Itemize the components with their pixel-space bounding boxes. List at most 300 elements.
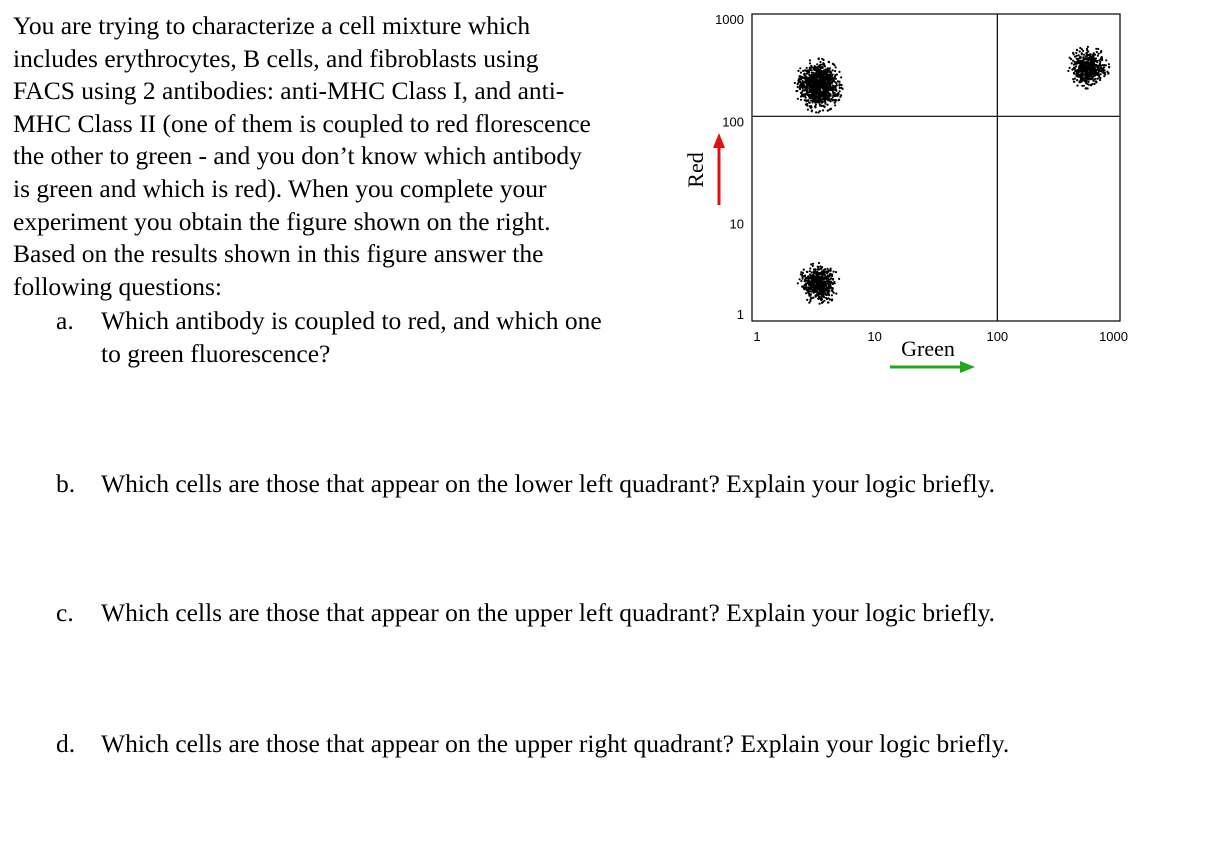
data-point — [829, 86, 831, 88]
data-point — [803, 89, 805, 91]
data-point — [1105, 59, 1107, 61]
intro-line: the other to green - and you don’t know which antibody — [13, 141, 582, 171]
data-point — [835, 99, 837, 101]
data-point — [1080, 62, 1082, 64]
facs-plot — [675, 0, 1145, 390]
x-axis-label: Green — [901, 336, 955, 361]
data-point — [816, 271, 818, 273]
data-point — [818, 262, 820, 264]
data-point — [838, 93, 840, 95]
data-point — [1079, 50, 1081, 52]
data-point — [823, 69, 825, 71]
data-point — [1085, 82, 1087, 84]
data-point — [819, 276, 821, 278]
data-point — [1086, 58, 1088, 60]
data-point — [1070, 58, 1072, 60]
data-point — [833, 282, 835, 284]
data-point — [827, 301, 829, 303]
data-point — [1100, 73, 1102, 75]
data-point — [1098, 75, 1100, 77]
data-point — [813, 286, 815, 288]
data-point — [829, 98, 831, 100]
data-point — [832, 279, 834, 281]
data-point — [1083, 69, 1085, 71]
data-point — [814, 91, 816, 93]
data-point — [805, 97, 807, 99]
data-point — [821, 281, 823, 283]
data-point — [815, 104, 817, 106]
data-point — [1083, 56, 1085, 58]
data-point — [1085, 77, 1087, 79]
data-point — [806, 67, 808, 69]
data-point — [805, 286, 807, 288]
data-point — [826, 104, 828, 106]
data-point — [829, 67, 831, 69]
data-point — [811, 297, 813, 299]
data-point — [831, 273, 833, 275]
data-point — [803, 73, 805, 75]
data-point — [810, 107, 812, 109]
data-point — [838, 71, 840, 73]
cell-cluster-lower-left — [797, 262, 841, 305]
data-point — [823, 296, 825, 298]
data-point — [1098, 53, 1100, 55]
data-point — [820, 291, 822, 293]
question-a-text — [101, 305, 602, 370]
data-point — [807, 109, 809, 111]
data-point — [829, 278, 831, 280]
data-point — [810, 95, 812, 97]
data-point — [797, 70, 799, 72]
intro-line: following questions: — [13, 271, 222, 301]
data-point — [823, 92, 825, 94]
data-point — [805, 89, 807, 91]
data-point — [799, 278, 801, 280]
data-point — [829, 298, 831, 300]
data-point — [824, 78, 826, 80]
data-point — [827, 92, 829, 94]
data-point — [811, 275, 813, 277]
data-point — [797, 83, 799, 85]
data-point — [1098, 70, 1100, 72]
data-point — [811, 109, 813, 111]
data-point — [820, 79, 822, 81]
data-point — [832, 96, 834, 98]
data-point — [813, 289, 815, 291]
data-point — [1077, 62, 1079, 64]
x-tick-label: 10 — [867, 329, 882, 344]
data-point — [1075, 65, 1077, 67]
data-point — [825, 297, 827, 299]
data-point — [818, 65, 820, 67]
data-point — [809, 102, 811, 104]
intro-line: MHC Class II (one of them is coupled to red florescence — [13, 108, 591, 138]
question-a-line: to green fluorescence? — [101, 338, 331, 368]
data-point — [806, 73, 808, 75]
data-point — [831, 294, 833, 296]
data-point — [1095, 48, 1097, 50]
data-point — [826, 277, 828, 279]
data-point — [1082, 62, 1084, 64]
data-point — [1076, 79, 1078, 81]
data-point — [816, 291, 818, 293]
data-point — [815, 111, 817, 113]
data-point — [1074, 78, 1076, 80]
data-point — [819, 61, 821, 63]
y-tick-label: 1000 — [715, 12, 744, 27]
data-point — [820, 272, 822, 274]
data-point — [842, 88, 844, 90]
data-point — [804, 93, 806, 95]
data-point — [818, 287, 820, 289]
data-point — [1093, 83, 1095, 85]
data-point — [1085, 87, 1087, 89]
data-point — [838, 99, 840, 101]
data-point — [1095, 78, 1097, 80]
data-point — [809, 59, 811, 61]
data-point — [1100, 67, 1102, 69]
intro-line: Based on the results shown in this figure answer the — [13, 239, 544, 269]
data-point — [819, 285, 821, 287]
data-point — [809, 290, 811, 292]
data-point — [1081, 53, 1083, 55]
data-point — [832, 290, 834, 292]
data-point — [1101, 71, 1103, 73]
data-point — [821, 70, 823, 72]
data-point — [834, 104, 836, 106]
data-point — [807, 277, 809, 279]
data-point — [805, 75, 807, 77]
data-point — [826, 84, 828, 86]
data-point — [835, 293, 837, 295]
data-point — [804, 279, 806, 281]
data-point — [829, 82, 831, 84]
data-point — [835, 271, 837, 273]
data-point — [809, 68, 811, 70]
data-point — [796, 90, 798, 92]
data-point — [819, 303, 821, 305]
data-point — [1082, 66, 1084, 68]
intro-line: FACS using 2 antibodies: anti-MHC Class I, and anti- — [13, 76, 565, 106]
data-point — [814, 79, 816, 81]
data-point — [818, 97, 820, 99]
data-point — [1098, 59, 1100, 61]
data-point — [1086, 51, 1088, 53]
data-point — [1108, 63, 1110, 65]
data-point — [824, 277, 826, 279]
data-point — [832, 92, 834, 94]
data-point — [812, 74, 814, 76]
data-point — [807, 92, 809, 94]
data-point — [824, 82, 826, 84]
data-point — [825, 288, 827, 290]
data-point — [829, 108, 831, 110]
data-point — [809, 62, 811, 64]
data-point — [834, 81, 836, 83]
data-point — [1092, 62, 1094, 64]
data-point — [818, 71, 820, 73]
data-point — [825, 95, 827, 97]
cell-cluster-upper-left — [794, 57, 844, 113]
data-point — [800, 72, 802, 74]
data-point — [827, 86, 829, 88]
data-point — [1073, 81, 1075, 83]
tick-labels — [715, 12, 1128, 344]
data-point — [821, 283, 823, 285]
data-point — [800, 271, 802, 273]
data-point — [1094, 73, 1096, 75]
data-point — [1097, 67, 1099, 69]
data-point — [806, 103, 808, 105]
data-point — [816, 283, 818, 285]
data-point — [1091, 83, 1093, 85]
x-tick-label: 1 — [753, 329, 761, 344]
y-tick-label: 100 — [722, 114, 744, 130]
data-point — [815, 89, 817, 91]
data-point — [1100, 57, 1102, 59]
data-point — [1103, 66, 1105, 68]
data-point — [1094, 54, 1096, 56]
data-point — [830, 269, 832, 271]
data-point — [1096, 51, 1098, 53]
question-a-line: Which antibody is coupled to red, and which one — [101, 306, 602, 335]
intro-line: experiment you obtain the figure shown on the right. — [13, 206, 551, 236]
data-point — [813, 67, 815, 69]
plot-frame — [752, 14, 1120, 321]
data-point — [817, 91, 819, 93]
data-point — [810, 288, 812, 290]
data-point — [797, 79, 799, 81]
data-point — [800, 76, 802, 78]
data-point — [829, 93, 831, 95]
data-point — [1074, 56, 1076, 58]
data-point — [827, 293, 829, 295]
data-point — [1086, 74, 1088, 76]
data-point — [1108, 66, 1110, 68]
data-point — [1092, 54, 1094, 56]
data-point — [806, 271, 808, 273]
data-point — [820, 86, 822, 88]
data-point — [1076, 58, 1078, 60]
data-point — [827, 290, 829, 292]
data-point — [811, 279, 813, 281]
data-point — [839, 96, 841, 98]
data-point — [813, 277, 815, 279]
data-point — [837, 80, 839, 82]
x-tick-label: 100 — [986, 329, 1009, 344]
data-point — [815, 85, 817, 87]
data-point — [804, 275, 806, 277]
data-point — [1090, 72, 1092, 74]
data-point — [799, 67, 801, 69]
data-point — [1072, 68, 1074, 70]
data-point — [805, 70, 807, 72]
data-point — [824, 274, 826, 276]
data-point — [1073, 72, 1075, 74]
data-point — [827, 89, 829, 91]
data-point — [1092, 74, 1094, 76]
data-point — [1091, 78, 1093, 80]
data-point — [1087, 81, 1089, 83]
data-point — [797, 86, 799, 88]
data-point — [808, 74, 810, 76]
data-point — [827, 96, 829, 98]
data-point — [1079, 47, 1081, 49]
data-point — [822, 105, 824, 107]
data-point — [1104, 69, 1106, 71]
data-point — [811, 271, 813, 273]
data-point — [1073, 64, 1075, 66]
data-point — [808, 78, 810, 80]
data-point — [809, 84, 811, 86]
intro-line: You are trying to characterize a cell mixture which — [13, 11, 531, 40]
data-point — [838, 85, 840, 87]
data-point — [1094, 67, 1096, 69]
data-point — [1097, 48, 1099, 50]
data-point — [813, 88, 815, 90]
question-b-text: Which cells are those that appear on the lower left quadrant? Explain your logic briefly. — [101, 469, 996, 498]
data-point — [820, 84, 822, 86]
data-point — [1071, 62, 1073, 64]
data-point — [1085, 71, 1087, 73]
data-point — [805, 99, 807, 101]
data-point — [832, 84, 834, 86]
data-point — [1079, 67, 1081, 69]
data-point — [826, 272, 828, 274]
points-layer — [794, 46, 1111, 305]
y-tick-label: 1 — [736, 307, 744, 322]
data-point — [1079, 71, 1081, 73]
data-point — [1092, 80, 1094, 82]
data-point — [829, 79, 831, 81]
data-point — [823, 63, 825, 65]
data-point — [819, 76, 821, 78]
data-point — [829, 287, 831, 289]
data-point — [806, 84, 808, 86]
data-point — [826, 73, 828, 75]
data-point — [823, 283, 825, 285]
data-point — [810, 99, 812, 101]
data-point — [1083, 54, 1085, 56]
data-point — [803, 288, 805, 290]
data-point — [832, 69, 834, 71]
data-point — [818, 57, 820, 59]
data-point — [1096, 61, 1098, 63]
data-point — [835, 90, 837, 92]
data-point — [815, 280, 817, 282]
data-point — [802, 70, 804, 72]
data-point — [834, 95, 836, 97]
data-point — [820, 73, 822, 75]
data-point — [822, 97, 824, 99]
data-point — [818, 95, 820, 97]
data-point — [821, 297, 823, 299]
data-point — [1073, 53, 1075, 55]
intro-line: includes erythrocytes, B cells, and fibroblasts using — [13, 43, 539, 73]
data-point — [1076, 71, 1078, 73]
data-point — [817, 298, 819, 300]
data-point — [1089, 65, 1091, 67]
data-point — [812, 263, 814, 265]
data-point — [817, 266, 819, 268]
data-point — [807, 288, 809, 290]
data-point — [835, 66, 837, 68]
data-point — [838, 278, 840, 280]
data-point — [829, 73, 831, 75]
data-point — [808, 302, 810, 304]
data-point — [834, 70, 836, 72]
data-point — [805, 80, 807, 82]
data-point — [812, 283, 814, 285]
data-point — [808, 96, 810, 98]
data-point — [802, 285, 804, 287]
data-point — [800, 82, 802, 84]
x-tick-label: 1000 — [1099, 329, 1128, 344]
data-point — [840, 76, 842, 78]
y-tick-label: 10 — [729, 216, 744, 232]
question-b-letter: b. — [56, 469, 76, 498]
data-point — [1086, 48, 1088, 50]
data-point — [821, 294, 823, 296]
y-axis-label: Red — [683, 152, 708, 188]
green-arrow-head — [960, 361, 975, 373]
data-point — [822, 66, 824, 68]
data-point — [801, 91, 803, 93]
data-point — [827, 67, 829, 69]
question-c-text: Which cells are those that appear on the upper left quadrant? Explain your logic briefly. — [101, 598, 996, 627]
data-point — [1076, 85, 1078, 87]
data-point — [812, 265, 814, 267]
data-point — [1079, 60, 1081, 62]
data-point — [817, 268, 819, 270]
red-arrow-head — [713, 133, 725, 148]
data-point — [1078, 54, 1080, 56]
data-point — [832, 63, 834, 65]
data-point — [1094, 81, 1096, 83]
data-point — [815, 76, 817, 78]
data-point — [808, 284, 810, 286]
data-point — [797, 98, 799, 100]
data-point — [1102, 64, 1104, 66]
data-point — [810, 76, 812, 78]
data-point — [800, 280, 802, 282]
data-point — [1090, 61, 1092, 63]
data-point — [1093, 70, 1095, 72]
data-point — [802, 80, 804, 82]
data-point — [1081, 80, 1083, 82]
data-point — [833, 87, 835, 89]
data-point — [836, 93, 838, 95]
data-point — [1084, 64, 1086, 66]
y-axis-title — [683, 133, 725, 205]
data-point — [1095, 57, 1097, 59]
data-point — [821, 76, 823, 78]
data-point — [826, 280, 828, 282]
data-point — [828, 71, 830, 73]
data-point — [813, 95, 815, 97]
data-point — [806, 299, 808, 301]
data-point — [1075, 52, 1077, 54]
question-a-letter: a. — [56, 306, 74, 335]
data-point — [802, 278, 804, 280]
data-point — [1106, 71, 1108, 73]
data-point — [1076, 49, 1078, 51]
data-point — [1089, 76, 1091, 78]
data-point — [803, 269, 805, 271]
data-point — [1067, 70, 1069, 72]
data-point — [830, 77, 832, 79]
data-point — [815, 268, 817, 270]
